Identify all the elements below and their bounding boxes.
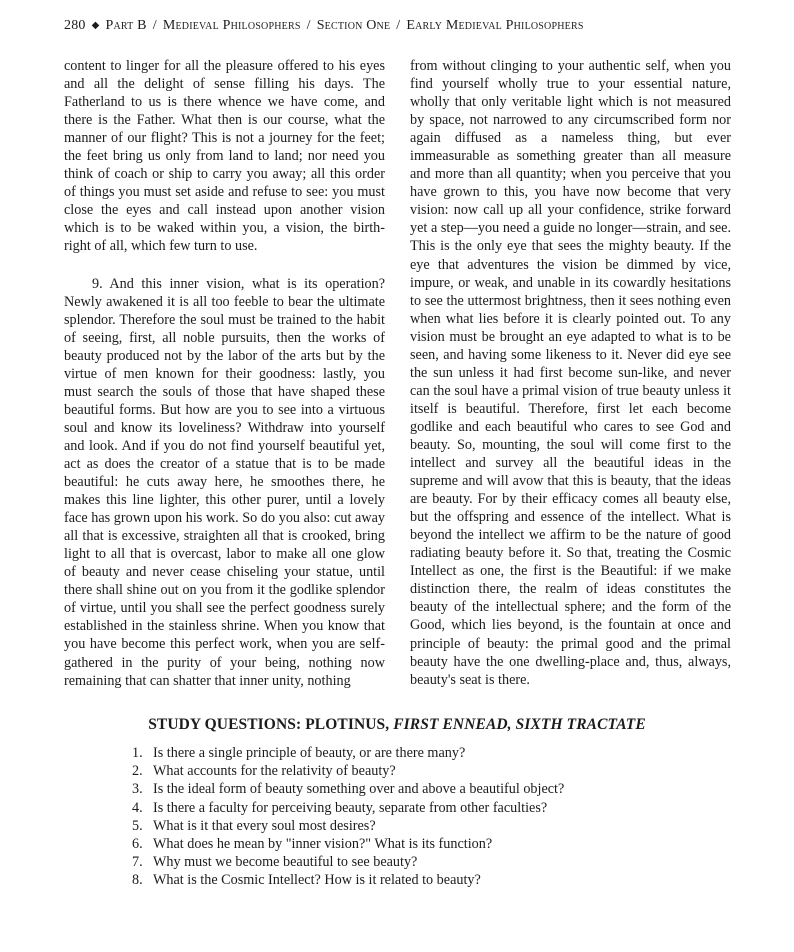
question-text: What is the Cosmic Intellect? How is it related to beauty? [153,872,481,889]
study-questions-title [0,716,794,734]
header-separator: / [396,18,401,33]
question-number: 5. [132,817,143,834]
part-label: Part B [105,18,147,33]
question-item [132,817,732,835]
question-text: Is the ideal form of beauty something over and above a beautiful object? [153,781,565,798]
question-text: What accounts for the relativity of beauty? [153,763,396,780]
question-text: Why must we become beautiful to see beauty? [153,854,418,871]
question-text: What is it that every soul most desires? [153,817,376,834]
study-questions-title-prefix: STUDY QUESTIONS: PLOTINUS, [148,716,394,733]
left-column [64,57,385,690]
study-questions-list [132,744,732,890]
header-separator: / [306,18,311,33]
body-paragraph: content to linger for all the pleasure offered to his eyes and all the delight of sense filling his days. The Fatherland to us is there whence we have come, and there is the Father. What then is our course, what the manner of our flight? This is not a journey for the feet; the feet bring us only from land to land; nor need you think of coach or ship to carry you away; all this order of things you must set aside and refuse to see: you must close the eyes and call instead upon another vision which is to be waked within you, a vision, the birth-right of all, which few turn to use. [64,58,385,255]
section-label: Section One [316,18,391,33]
question-text: Is there a faculty for perceiving beauty, separate from other faculties? [153,799,548,816]
question-item [132,871,732,889]
page-number: 280 [64,18,86,33]
body-paragraph: from without clinging to your authentic self, when you find yourself wholly true to your essential nature, wholly that only veritable light which is not measured by space, not narrowed to any circumscribed form nor again diffused as a nameless thing, but ever immeasurable as something greater than all measure and more than all quantity; when you perceive that you have grown to this, you have now become that very vision: now call up all your confidence, strike forward yet a step—you need a guide no longer—strain, and see. This is the only eye that sees the mighty beauty. If the eye that adventures the vision be dimmed by vice, impure, or weak, and unable in its cowardly hesitations to see the uttermost brightness, then it sees nothing even when what lies before it is clearly pointed out. To any vision must be brought an eye adapted to what is to be seen, and having some likeness to it. Never did eye see the sun unless it had first become sun-like, and never can the soul have a primal vision of true beauty unless it itself is beautiful. Therefore, first let each become godlike and each beautiful who cares to see God and beauty. So, mounting, the soul will come first to the intellect and survey all the beautiful ideas in the supreme and will avow that this is beauty, that the ideas are beauty. For by their efficacy comes all beauty else, but the offspring and essence of the intellect. What is beyond the intellect we affirm to be the nature of good radiating beauty before it. So that, treating the Cosmic Intellect as one, the first is the Beautiful: if we make distinction there, the realm of ideas constitutes the beauty of the intellectual sphere; and the form of the Good, which lies beyond, is the fountain at once and principle of beauty: the primal good and the primal beauty have the one dwelling-place and, thus, always, beauty's seat is there. [410,58,731,688]
question-number: 1. [132,745,143,761]
study-questions-title-work: FIRST ENNEAD, SIXTH TRACTATE [393,716,646,733]
question-item [132,744,732,762]
body-paragraph: 9. And this inner vision, what is its operation? Newly awakened it is all too feeble to bear the ultimate splendor. Therefore the soul must be trained to the habit of seeing, first, all noble pursuits, then the works of beauty produced not by the labor of the arts but by the virtue of men known for their goodness: lastly, you must search the souls of those that have shaped these beautiful forms. But how are you to see into a virtuous soul and know its loveliness? Withdraw into yourself and look. And if you do not find yourself beautiful yet, act as does the creator of a statue that is to be made beautiful: he cuts away here, he smoothes there, he makes this line lighter, this other purer, until a lovely face has grown upon his work. So do you also: cut away all that is excessive, straighten all that is crooked, bring light to all that is overcast, labor to make all one glow of beauty and never cease chiseling your statue, until there shall shine out on you from it the godlike splendor of virtue, until you shall see the perfect goodness surely established in the stainless shrine. When you know that you have become this perfect work, when you are self-gathered in the purity of your being, nothing now remaining that can shatter that inner unity, nothing [64,275,385,689]
running-head [64,18,744,34]
question-item [132,853,732,871]
question-item [132,799,732,817]
right-column [410,57,731,689]
question-number: 8. [132,872,143,889]
question-number: 2. [132,763,143,780]
diamond-bullet-icon: ◆ [91,20,100,31]
question-number: 6. [132,836,143,853]
header-separator: / [152,18,157,33]
question-number: 3. [132,781,143,798]
question-item [132,780,732,798]
question-text: Is there a single principle of beauty, or are there many? [153,745,466,761]
question-item [132,835,732,853]
question-item [132,762,732,780]
chapter-label: Early Medieval Philosophers [406,18,584,33]
question-number: 7. [132,854,143,871]
question-number: 4. [132,799,143,816]
question-text: What does he mean by "inner vision?" What is its function? [153,836,493,853]
section-group-label: Medieval Philosophers [162,18,301,33]
